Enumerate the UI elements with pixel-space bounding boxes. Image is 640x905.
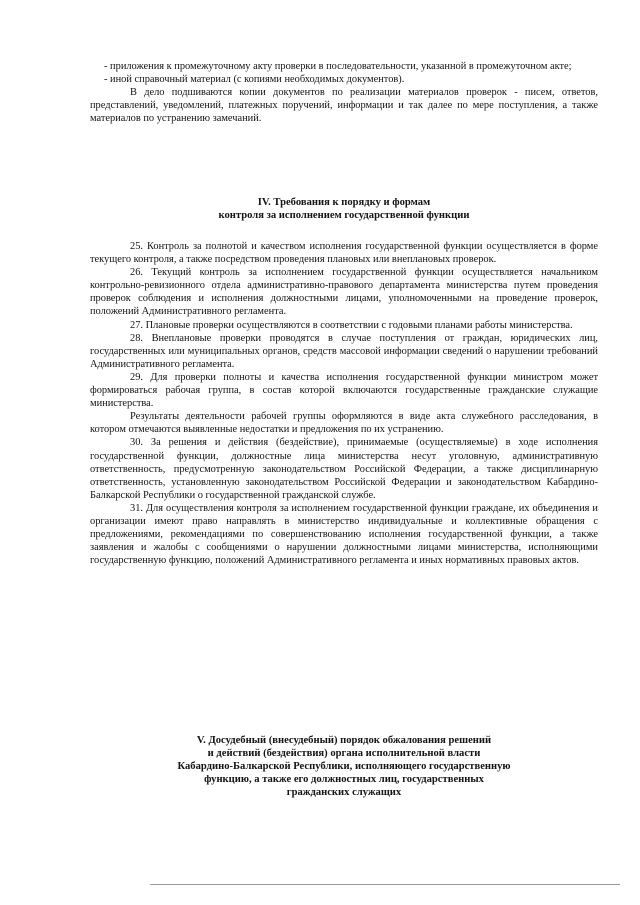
paragraph-25: 25. Контроль за полнотой и качеством исполнения государственной функции осуществляется в форме текущего контроля, а также посредством проведения плановых или внеплановых проверок.: [90, 241, 598, 266]
section-heading-5: [90, 734, 598, 799]
section-title: IV. Требования к порядку и формам: [257, 197, 431, 208]
section-heading-4: [90, 196, 598, 222]
paragraph: В дело подшиваются копии документов по реализации материалов проверок - писем, ответов, представлений, уведомлений, платежных поручений, информации и так далее по мере поступления, а также материалов по устранению замечаний.: [90, 87, 598, 125]
footer-divider: [150, 884, 620, 885]
paragraph-26: 26. Текущий контроль за исполнением государственной функции осуществляется начальником контрольно-ревизионного отдела административно-правового департамента министерства путем проведения проверок соблюдения и исполнения должностными лицами, уполномоченными на проведение проверок, положений Административного регламента.: [90, 267, 598, 318]
section-4-body: [90, 240, 598, 567]
section-title: V. Досудебный (внесудебный) порядок обжалования решений: [196, 735, 492, 746]
section-title: контроля за исполнением государственной функции: [218, 210, 470, 221]
paragraph-28: 28. Внеплановые проверки проводятся в случае поступления от граждан, юридических лиц, государственных или муниципальных органов, средств массовой информации сведений о нарушении требований Административного регламента.: [90, 332, 598, 370]
section-title: функцию, а также его должностных лиц, государственных: [204, 774, 484, 785]
paragraph-30: 30. За решения и действия (бездействие), принимаемые (осуществляемые) в ходе исполнения государственной функции, должностные лица министерства несут уголовную, административную ответственность, предусмотренную законодательством Российской Федерации, а также дисциплинарную ответственность, установленную законодательством Российской Федерации и законодательством Кабардино-Балкарской Республики о государственной гражданской службе.: [90, 437, 598, 501]
paragraph-31: 31. Для осуществления контроля за исполнением государственной функции граждане, их объединения и организации имеют право направлять в министерство индивидуальные и коллективные обращения с предложениями, рекомендациями по совершенствованию исполнения государственной функции, а также заявления и жалобы с сообщениями о нарушении должностными лицами министерства, исполняющими государственную функцию, положений Административного регламента и иных нормативных правовых актов.: [90, 502, 598, 567]
list-item: - иной справочный материал (с копиями необходимых документов).: [104, 74, 405, 86]
paragraph-27: 27. Плановые проверки осуществляются в соответствии с годовыми планами работы министерства.: [130, 319, 573, 331]
section-title: Кабардино-Балкарской Республики, исполняющего государственную: [177, 761, 511, 772]
section-title: и действий (бездействия) органа исполнительной власти: [207, 748, 481, 759]
attachments-list: [90, 60, 598, 125]
list-item: - приложения к промежуточному акту проверки в последовательности, указанной в промежуточном акте;: [104, 61, 572, 72]
section-title: гражданских служащих: [286, 787, 402, 798]
paragraph-29: 29. Для проверки полноты и качества исполнения государственной функции министром может формироваться рабочая группа, в состав которой включаются государственные гражданские служащие министерства.: [90, 371, 598, 410]
paragraph-29-results: Результаты деятельности рабочей группы оформляются в виде акта служебного расследования, в котором отмечаются выявленные недостатки и предложения по их устранению.: [90, 411, 598, 436]
